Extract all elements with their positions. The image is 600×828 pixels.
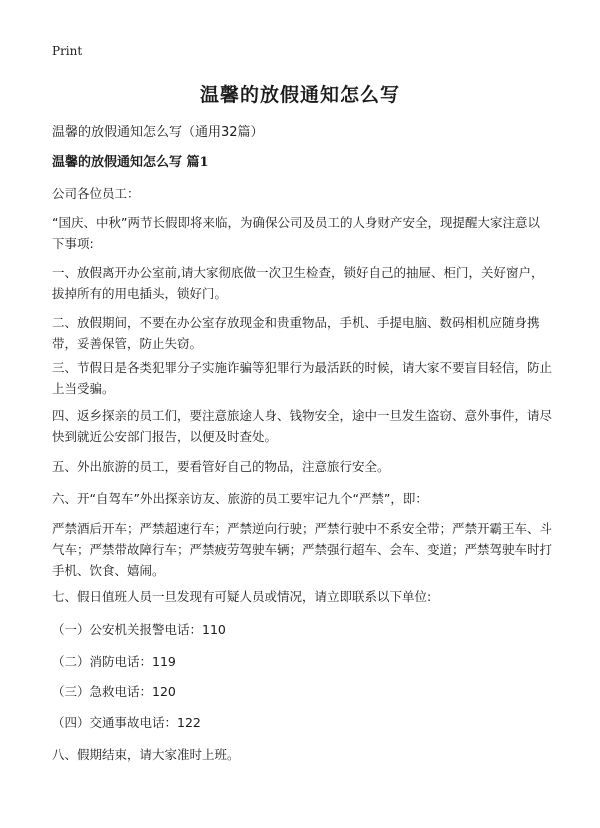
ambulance-phone-line: （三）急救电话：120 xyxy=(52,684,176,699)
item-3-paragraph: 三、节假日是各类犯罪分子实施诈骗等犯罪行为最活跃的时候，请大家不要盲目轻信，防止上当受骗。 xyxy=(52,360,553,396)
fire-phone-line: （二）消防电话：119 xyxy=(52,654,176,669)
item-4-paragraph: 四、返乡探亲的员工们，要注意旅途人身、钱物安全，途中一旦发生盗窃、意外事件，请尽快到就近公安部门报告，以便及时查处。 xyxy=(52,408,553,444)
police-phone-line: （一）公安机关报警电话：110 xyxy=(52,622,226,637)
item-2-paragraph: 二、放假期间，不要在办公室存放现金和贵重物品，手机、手提电脑、数码相机应随身携带，妥善保管，防止失窃。 xyxy=(52,315,540,351)
item-8-paragraph: 八、假期结束，请大家准时上班。 xyxy=(52,747,240,762)
driving-rules-paragraph: 严禁酒后开车；严禁超速行车；严禁逆向行驶；严禁行驶中不系安全带；严禁开霸王车、斗气车；严禁带故障行车；严禁疲劳驾驶车辆；严禁强行超车、会车、变道；严禁驾驶车时打手机、饮食、嬉闹。 xyxy=(52,521,553,578)
intro-paragraph: “国庆、中秋”两节长假即将来临，为确保公司及员工的人身财产安全，现提醒大家注意以下事项: xyxy=(52,215,540,251)
item-7-paragraph: 七、假日值班人员一旦发现有可疑人员或情况，请立即联系以下单位: xyxy=(52,589,432,604)
item-6-paragraph: 六、开“自驾车”外出探亲访友、旅游的员工要牢记九个“严禁”，即： xyxy=(52,491,428,506)
traffic-phone-line: （四）交通事故电话：122 xyxy=(52,715,201,730)
document-subtitle: 温馨的放假通知怎么写（通用32篇） xyxy=(52,125,264,140)
item-5-paragraph: 五、外出旅游的员工，要看管好自己的物品，注意旅行安全。 xyxy=(52,459,390,474)
section-heading: 温馨的放假通知怎么写 篇1 xyxy=(52,155,209,170)
page-title: 温馨的放假通知怎么写 xyxy=(199,84,400,106)
item-1-paragraph: 一、放假离开办公室前,请大家彻底做一次卫生检查，锁好自己的抽屉、柜门，关好窗户，拔掉所有的用电插头，锁好门。 xyxy=(52,265,544,301)
print-link[interactable]: Print xyxy=(52,44,83,58)
salutation-paragraph: 公司各位员工： xyxy=(52,186,140,201)
